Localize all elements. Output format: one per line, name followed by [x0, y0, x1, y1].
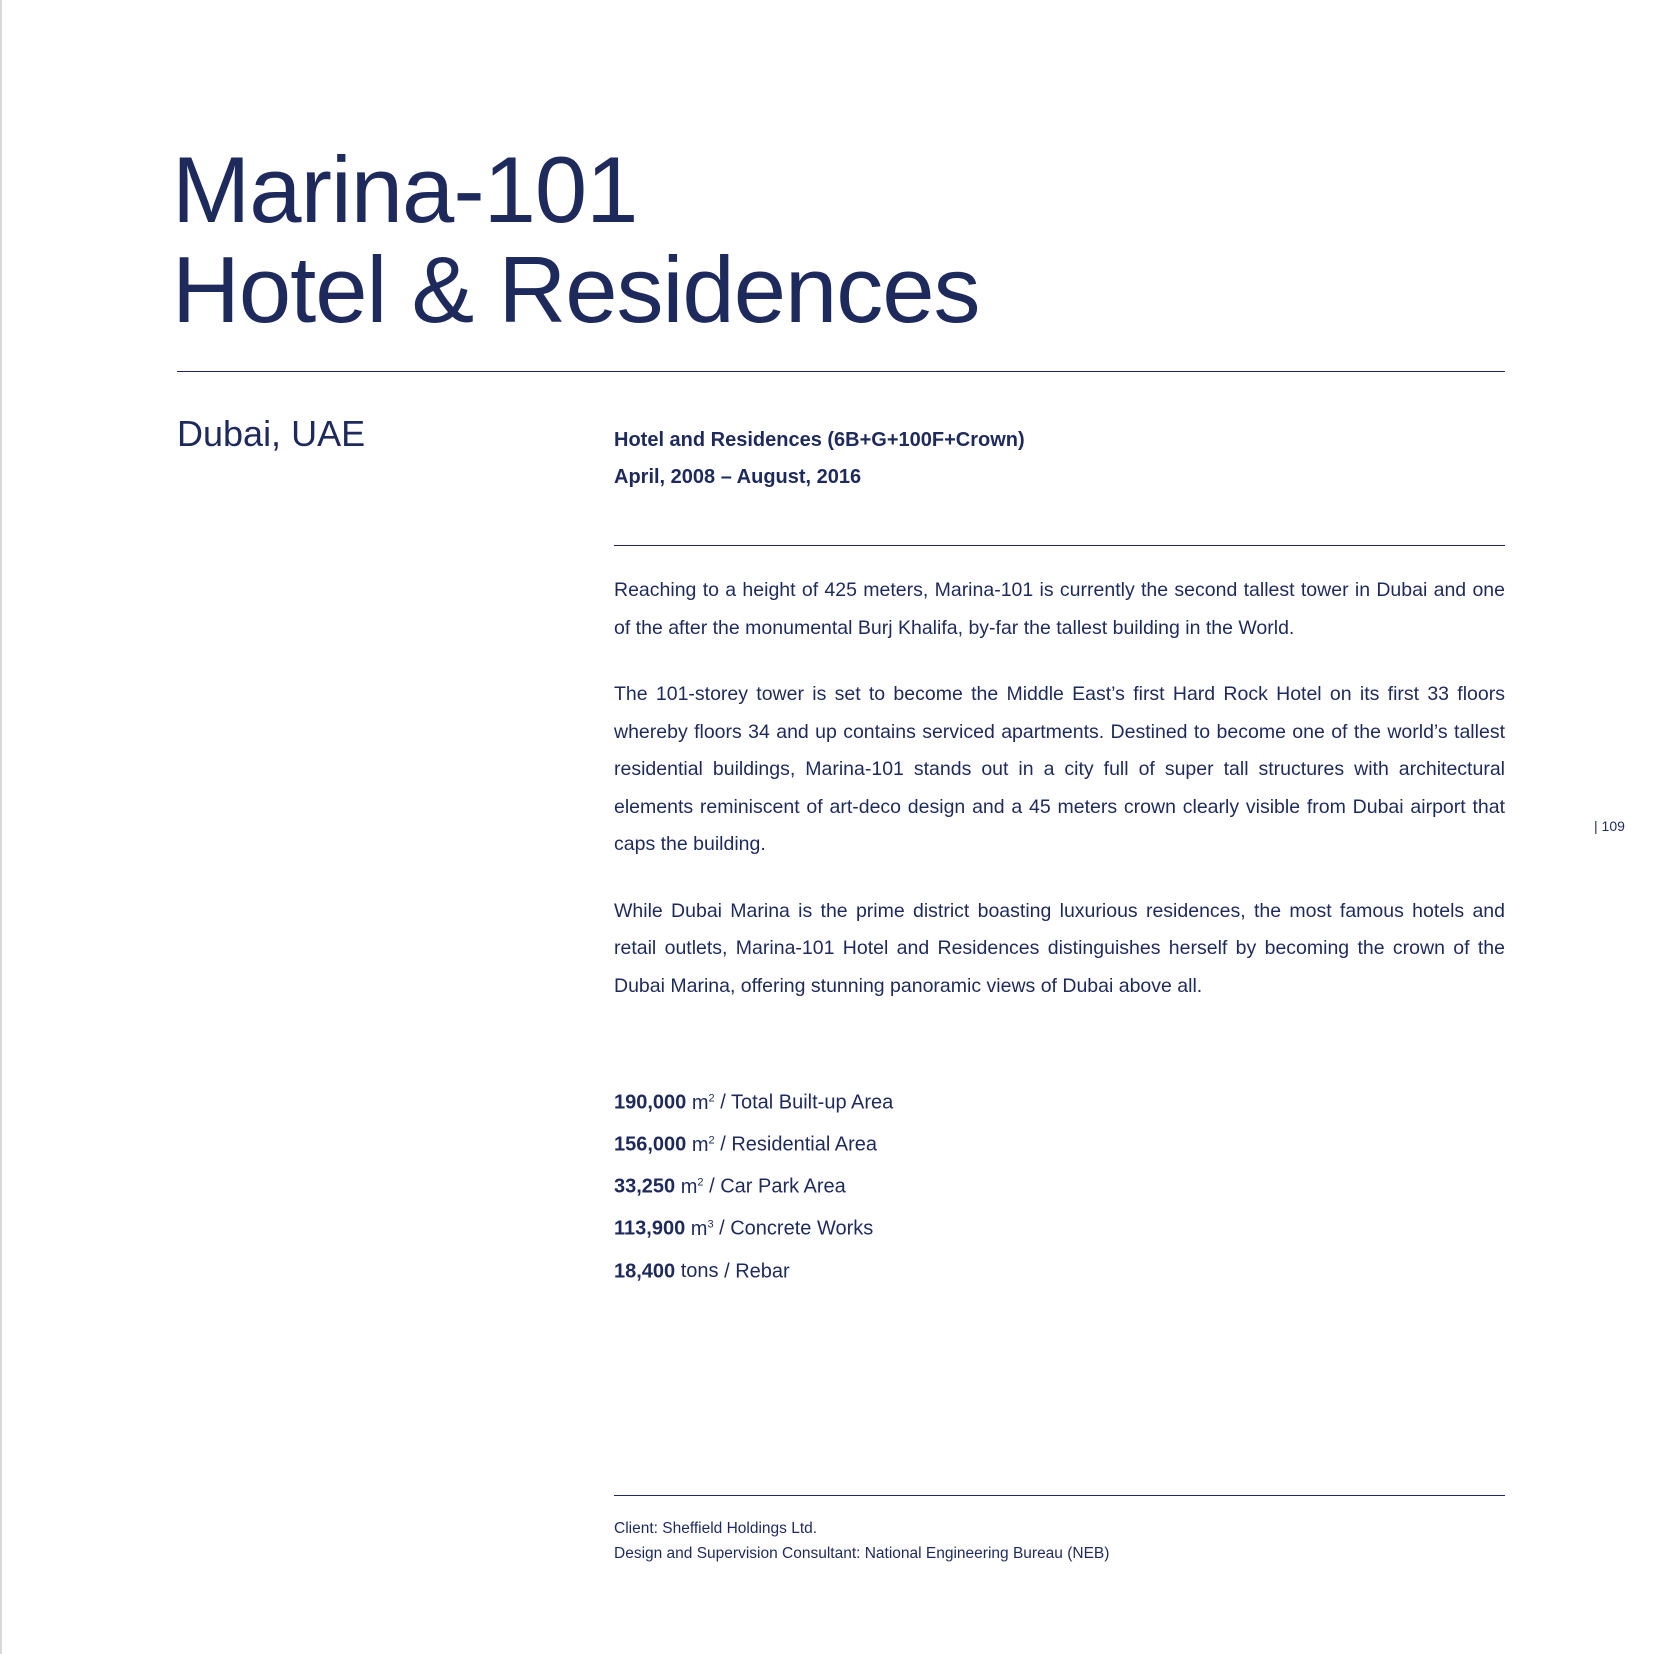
title-line-2: Hotel & Residences: [172, 237, 980, 342]
project-stats: [614, 1080, 893, 1291]
title-line-1: Marina-101: [172, 137, 638, 242]
project-meta: [614, 422, 1025, 496]
stat-row: [614, 1122, 893, 1164]
stat-value: 33,250: [614, 1175, 676, 1198]
page-number: | 109: [1594, 818, 1625, 834]
stat-value: 156,000: [614, 1133, 687, 1156]
stat-row: [614, 1080, 893, 1122]
stat-label: / Residential Area: [714, 1133, 877, 1156]
stat-row: [614, 1164, 893, 1206]
stat-row: [614, 1249, 893, 1291]
project-location: Dubai, UAE: [177, 413, 366, 454]
stat-unit: $m^3$: [690, 1218, 714, 1241]
meta-divider: [614, 545, 1505, 546]
stat-label: / Total Built-up Area: [714, 1091, 894, 1114]
page-edge: [0, 0, 2, 1654]
stat-unit: $m^2$: [691, 1091, 715, 1114]
stat-unit: $m^2$: [680, 1175, 704, 1198]
project-dates: April, 2008 – August, 2016: [614, 466, 862, 488]
credits-divider: [614, 1495, 1505, 1496]
stat-value: 18,400: [614, 1260, 676, 1283]
stat-unit: $m^2$: [691, 1133, 715, 1156]
client-credit: Client: Sheffield Holdings Ltd.: [614, 1520, 818, 1537]
stat-label: / Concrete Works: [713, 1218, 874, 1241]
consultant-credit: Design and Supervision Consultant: National Engineering Bureau (NEB): [614, 1545, 1110, 1562]
project-type: Hotel and Residences (6B+G+100F+Crown): [614, 429, 1025, 451]
stat-value: 190,000: [614, 1091, 687, 1114]
description-paragraph: The 101-storey tower is set to become the Middle East’s first Hard Rock Hotel on its first 33 floors whereby floors 34 and up contains serviced apartments. Destined to become one of the world’s tallest residential buildings, Marina-101 stands out in a city full of super tall structures with architectural elements reminiscent of art-deco design and a 45 meters crown clearly visible from Dubai airport that caps the building.: [614, 683, 1505, 855]
project-description: [614, 572, 1505, 1034]
stat-label: / Car Park Area: [703, 1175, 846, 1198]
page-title: [172, 137, 980, 342]
stat-value: 113,900: [614, 1218, 686, 1241]
description-paragraph: While Dubai Marina is the prime district boasting luxurious residences, the most famous hotels and retail outlets, Marina-101 Hotel and Residences distinguishes herself by becoming the crown of the Dubai Marina, offering stunning panoramic views of Dubai above all.: [614, 899, 1505, 997]
project-credits: [614, 1516, 1109, 1566]
stat-unit: tons: [680, 1260, 719, 1283]
stat-row: [614, 1206, 893, 1248]
stat-label: / Rebar: [718, 1260, 790, 1283]
title-divider: [177, 371, 1505, 372]
description-paragraph: Reaching to a height of 425 meters, Marina-101 is currently the second tallest tower in Dubai and one of the after the monumental Burj Khalifa, by-far the tallest building in the World.: [614, 579, 1505, 639]
